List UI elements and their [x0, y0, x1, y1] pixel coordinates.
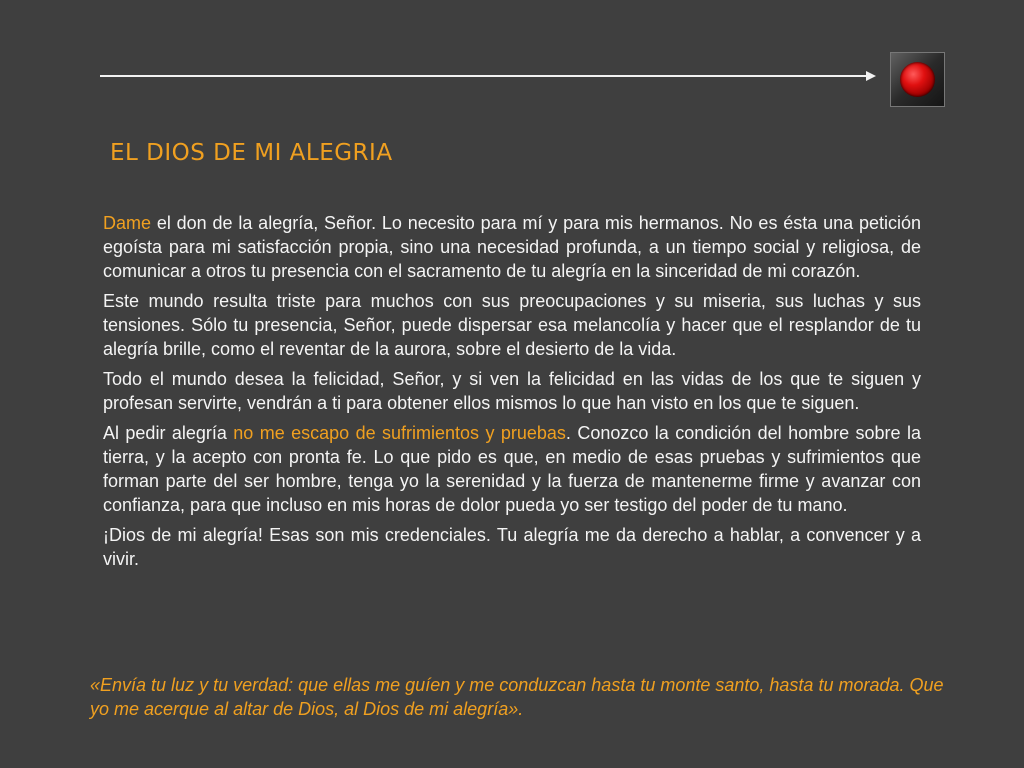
- paragraph-5: ¡Dios de mi alegría! Esas son mis credenciales. Tu alegría me da derecho a hablar, a convencer y a vivir.: [103, 525, 921, 569]
- paragraph-1: [103, 211, 921, 283]
- paragraph-4-highlight: no me escapo de sufrimientos y pruebas: [233, 423, 566, 443]
- arrow-right-icon: [866, 71, 876, 81]
- closing-quote: «Envía tu luz y tu verdad: que ellas me guíen y me conduzcan hasta tu monte santo, hasta tu morada. Que yo me acerque al altar de Dios, al Dios de mi alegría».: [90, 675, 944, 719]
- paragraph-1-text: el don de la alegría, Señor. Lo necesito para mí y para mis hermanos. No es ésta una petición egoísta para mi satisfacción propia, sino una necesidad profunda, a un tiempo social y religiosa, de comunicar a otros tu presencia con el sacramento de tu alegría en la sinceridad de mi corazón.: [103, 213, 921, 281]
- body-text: [103, 211, 921, 577]
- red-stop-light-icon: [900, 62, 935, 97]
- stop-button[interactable]: [890, 52, 945, 107]
- arrow-line: [100, 75, 868, 77]
- paragraph-3: Todo el mundo desea la felicidad, Señor, y si ven la felicidad en las vidas de los que te siguen y profesan servirte, vendrán a ti para obtener ellos mismos lo que han visto en los que te siguen.: [103, 369, 921, 413]
- paragraph-4-after: . Conozco la condición del hombre sobre la tierra, y la acepto con pronta fe. Lo que pido es que, en medio de esas pruebas y sufrimientos que forman parte del ser hombre, tenga yo la serenidad y la fuerza de mantenerme firme y avanzar con confianza, para que incluso en mis horas de dolor pueda yo ser testigo del poder de tu mano.: [103, 423, 921, 515]
- paragraph-1-lead: Dame: [103, 213, 152, 233]
- page-title: EL DIOS DE MI ALEGRIA: [110, 140, 393, 166]
- paragraph-4-before: Al pedir alegría: [103, 423, 234, 443]
- paragraph-2: Este mundo resulta triste para muchos con sus preocupaciones y su miseria, sus luchas y sus tensiones. Sólo tu presencia, Señor, puede dispersar esa melancolía y hacer que el resplandor de tu alegría brille, como el reventar de la aurora, sobre el desierto de la vida.: [103, 291, 921, 359]
- paragraph-4: [103, 421, 921, 517]
